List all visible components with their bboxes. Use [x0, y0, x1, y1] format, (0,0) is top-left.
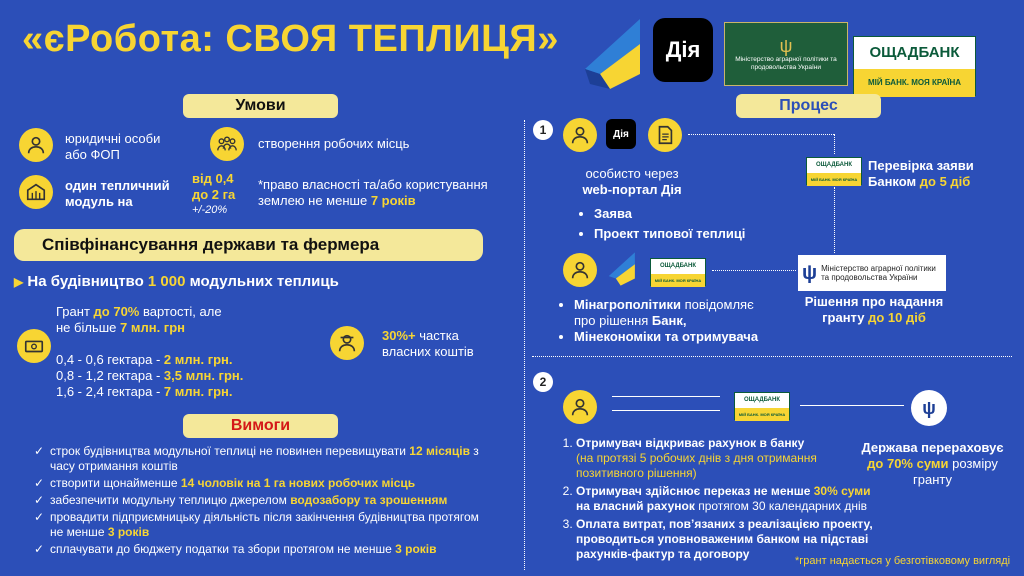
step-2-badge: 2 [533, 372, 553, 392]
condition-jobs: створення робочих місць [258, 136, 410, 151]
step-1-badge: 1 [533, 120, 553, 140]
list-item: 3. Оплата витрат, пов’язаних з реалізацією проекту, проводиться уповноваженим банком на підставі рахунків-фактур та договору [576, 517, 880, 562]
list-item: 1. Отримувач відкриває рахунок в банку (на протязі 5 робочих днів з дня отримання позитивного рішення) [576, 436, 880, 481]
arrow-line [688, 134, 834, 135]
step2-list [560, 436, 880, 562]
condition-area-range: від 0,4 до 2 га [192, 171, 236, 202]
arrow-line [712, 270, 796, 271]
list-item: ✓ забезпечити модульну теплицю джерелом водозабору та зрошенням [34, 493, 484, 508]
document-icon [648, 118, 682, 152]
cube-logo [604, 250, 642, 288]
list-item: • Заява [594, 206, 745, 222]
list-item: • Мінекономіки та отримувача [574, 329, 772, 345]
trident-icon: ψ [802, 261, 818, 284]
oshchadbank-logo: ОЩАДБАНК МІЙ БАНК. МОЯ КРАЇНА [734, 392, 790, 420]
ministry-logo: ψ Міністерство аграрної політики та продовольства України [798, 255, 946, 291]
cube-logo [580, 14, 650, 94]
trident-icon: ψ [911, 390, 947, 426]
grant-tiers [56, 352, 306, 400]
list-item: • Мінагрополітики повідомляє про рішення Банк, [574, 297, 772, 329]
play-icon: ▶ [14, 275, 24, 289]
arrow-line [834, 134, 835, 154]
list-item: ✓ створити щонайменше 14 чоловік на 1 га нових робочих місць [34, 476, 484, 491]
requirements-heading: Вимоги [183, 414, 338, 438]
arrow-right-icon [612, 410, 720, 411]
arrow-left-icon [612, 396, 720, 397]
list-item: ✓ строк будівництва модульної теплиці не повинен перевищувати 12 місяців з часу отримання коштів [34, 444, 484, 474]
person-icon [19, 128, 53, 162]
requirements-list [34, 444, 484, 559]
notify-list [562, 297, 772, 345]
list-item: • Проект типової теплиці [594, 226, 745, 242]
diia-logo: Дія [653, 18, 713, 82]
step1-items [580, 206, 745, 242]
divider-vertical [524, 120, 525, 570]
conditions-heading: Умови [183, 94, 338, 118]
condition-module: один тепличний модуль на [65, 178, 170, 209]
bank-check: Перевірка заяви Банком до 5 діб [868, 158, 974, 189]
tier-row: 0,4 - 0,6 гектара - 2 млн. грн. [56, 352, 233, 367]
tier-row: 0,8 - 1,2 гектара - 3,5 млн. грн. [56, 368, 244, 383]
ministry-logo: ψ Міністерство аграрної політики та продовольства України [724, 22, 848, 86]
greenhouse-icon [19, 175, 53, 209]
farmer-icon [330, 326, 364, 360]
oshchadbank-logo: ОЩАДБАНК МІЙ БАНК. МОЯ КРАЇНА [650, 258, 706, 286]
footnote: *грант надається у безготівковому вигляді [795, 555, 1011, 567]
condition-area-tolerance: +/-20% [192, 204, 228, 216]
construction-line: ▶ На будівництво 1 000 модульних теплиць [14, 273, 339, 290]
arrow-line [834, 187, 835, 253]
list-item: 2. Отримувач здійснює переказ не менше 30% суми на власний рахунок протягом 30 календарних днів [576, 484, 880, 514]
team-icon [210, 127, 244, 161]
person-icon [563, 390, 597, 424]
diia-icon: Дія [606, 119, 636, 149]
money-icon [17, 329, 51, 363]
list-item: ✓ сплачувати до бюджету податки та збори протягом не менше 3 років [34, 542, 484, 557]
person-icon [563, 118, 597, 152]
page-title: «єРобота: СВОЯ ТЕПЛИЦЯ» [22, 18, 559, 60]
cofinancing-heading: Співфінансування держави та фермера [14, 229, 483, 261]
oshchadbank-logo: ОЩАДБАНК МІЙ БАНК. МОЯ КРАЇНА [853, 36, 976, 96]
oshchadbank-logo: ОЩАДБАНК МІЙ БАНК. МОЯ КРАЇНА [806, 157, 862, 185]
trident-icon: ψ [779, 36, 793, 56]
arrow-left-icon [800, 405, 904, 406]
decision: Рішення про надання гранту до 10 діб [804, 294, 944, 325]
tier-row: 1,6 - 2,4 гектара - 7 млн. грн. [56, 384, 233, 399]
person-icon [563, 253, 597, 287]
condition-entities: юридичні особи або ФОП [65, 131, 161, 162]
list-item: ✓ провадити підприємницьку діяльність після закінчення будівництва протягом не менше 3 років [34, 510, 484, 540]
state-transfer: Держава перераховує до 70% суми розміру гранту [861, 440, 1004, 487]
condition-ownership: *право власності та/або користування землею не менше 7 років [258, 177, 488, 208]
own-share: 30%+ частка власних коштів [382, 328, 474, 359]
grant-info: Грант до 70% вартості, але не більше 7 млн. грн [56, 304, 222, 335]
step1-channel: особисто через web-портал Дія [582, 166, 682, 197]
process-heading: Процес [736, 94, 881, 118]
divider-horizontal [532, 356, 1012, 357]
